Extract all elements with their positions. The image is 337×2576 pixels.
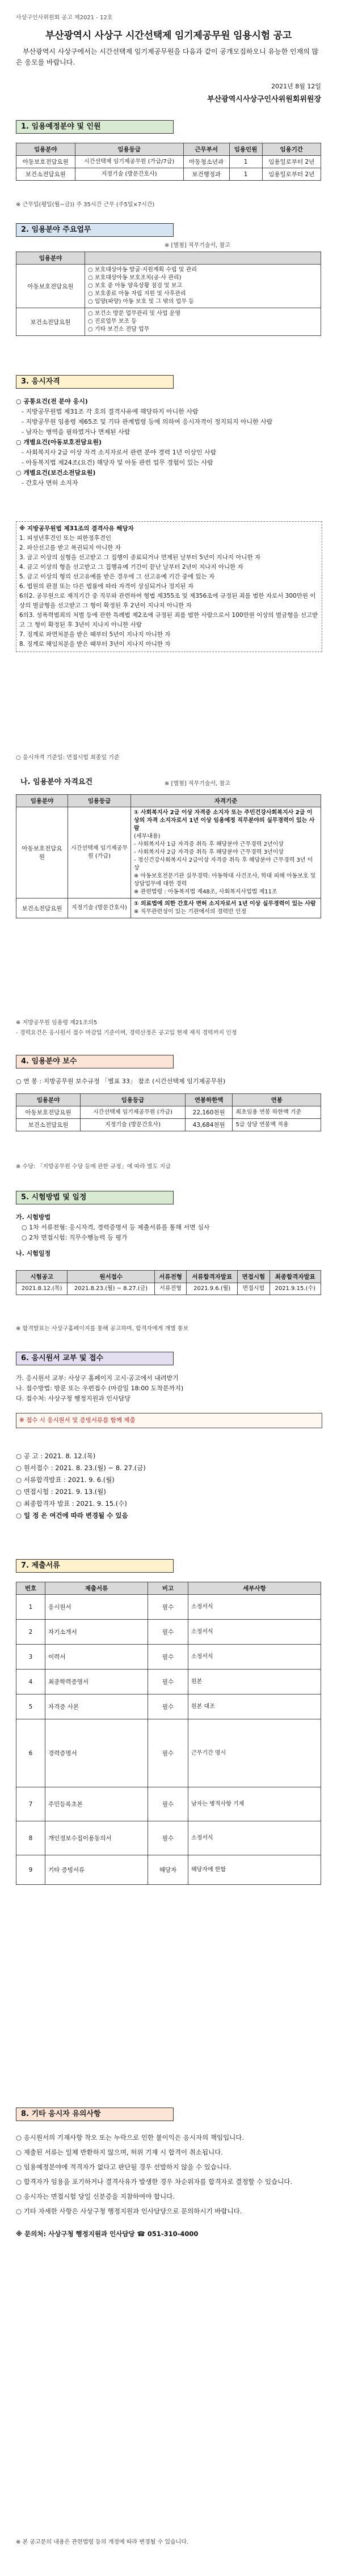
- table-cell: 보건소전담요원: [16, 308, 85, 336]
- table-cell: 소정서식: [188, 1620, 321, 1645]
- table-cell: [85, 308, 321, 336]
- application-line: 다. 접수처: 사상구청 행정지원과 인사담당: [16, 1395, 130, 1402]
- table-cell: 시간선택제 임기제공무원 (가급): [68, 807, 131, 899]
- table-cell: 필수: [148, 1645, 188, 1670]
- exam-method-line: ○ 2차 면접시험: 직무수행능력 등 평가: [22, 1234, 128, 1241]
- table-row: [16, 1119, 321, 1131]
- table-cell: 남자는 병적사항 기재: [188, 1787, 321, 1821]
- key-dates: [16, 1450, 321, 1522]
- table-row: [16, 1855, 321, 1885]
- table-row: [16, 807, 321, 899]
- eligibility-line: ○ 개별요건(아동보호전담요원): [16, 438, 102, 446]
- qualifications-table: [16, 794, 321, 918]
- eligibility-note: ○ 응시자격 기준일: 면접시험 최종일 기준: [16, 755, 120, 761]
- table-cell: 필수: [148, 1620, 188, 1645]
- pay-intro: ○ 연 봉 : 지방공무원 보수규정 「별표 33」 참조 (시간선택제 임기제공무원): [16, 1078, 226, 1085]
- eligibility-common: [16, 397, 321, 488]
- table-row: [16, 1719, 321, 1787]
- table-header: [85, 252, 321, 265]
- table-row: [16, 1821, 321, 1855]
- table-cell: 필수: [148, 1670, 188, 1694]
- section-1-note: ※ 근무일(평일(월~금)) 주 35시간 근무 (주5일×7시간): [16, 202, 155, 208]
- table-cell: 시간선택제 임기제공무원 (가급/7급): [75, 156, 183, 168]
- application-notice: ※ 접수 시 응시원서 및 증빙서류를 함께 제출: [19, 1417, 136, 1424]
- table-header: 면접시험: [238, 1271, 269, 1283]
- qualifications-note-1: ※ 지방공무원 임용령 제21조의5: [16, 1020, 98, 1026]
- footer-note: ※ 본 공고문의 내용은 관련법령 등의 개정에 따라 변경될 수 있습니다.: [16, 2539, 189, 2545]
- table-cell: 7: [16, 1787, 45, 1821]
- table-cell: 면접시험: [238, 1283, 269, 1295]
- table-cell: 지정기술 (방문간호사): [68, 899, 131, 918]
- table-cell: 필수: [148, 1719, 188, 1787]
- table-header: 임용인원: [229, 143, 262, 156]
- table-cell: 보건행정과: [183, 168, 229, 181]
- contact-info: ※ 문의처: 사상구청 행정지원과 인사담당 ☎ 051-310-4000: [16, 2230, 199, 2238]
- doc-number: 사상구인사위원회 공고 제2021 - 12호: [16, 15, 113, 21]
- table-cell: 원본 대조: [188, 1694, 321, 1719]
- table-cell: 아동보호전담요원: [16, 807, 68, 899]
- qualification-line: ① 의료법에 의한 간호사 면허 소지자로서 1년 이상 실무경력이 있는 사람: [134, 901, 316, 907]
- table-cell: 2021.8.23.(월) ~ 8.27.(금): [68, 1283, 154, 1295]
- page-title: 부산광역시 사상구 시간선택제 임기제공무원 임용시험 공고: [45, 30, 292, 41]
- table-cell: 필수: [148, 1787, 188, 1821]
- duty-line: ○ 보호대상아동 발굴·지원계획 수립 및 관리: [88, 267, 197, 273]
- disqualification-item: 6의2. 공무원으로 재직기간 중 직무와 관련하여 형법 제355조 및 제356조에 규정된 죄를 범한 자로서 300만원 이상의 벌금형을 선고받고 그 형이 확정된 후 2년이 지나지 아니한 자: [19, 593, 316, 609]
- section-heading-8: 8. 기타 응시자 유의사항: [16, 2107, 174, 2121]
- table-row: [16, 1694, 321, 1719]
- disqualification-item: 5. 금고 이상의 형의 선고유예를 받은 경우에 그 선고유예 기간 중에 있는 자: [19, 573, 215, 580]
- qualification-line: - 사회복지사 1급 자격증 취득 후 해당분야 근무경력 2년이상: [134, 841, 284, 848]
- table-cell: 근무기간 명시: [188, 1719, 321, 1787]
- table-row: [16, 265, 321, 308]
- exam-schedule-heading: 나. 시험일정: [16, 1250, 51, 1257]
- eligibility-line: - 지방공무원법 제31조 각 호의 결격사유에 해당하지 아니한 사람: [22, 408, 199, 415]
- table-header: 근무부서: [183, 143, 229, 156]
- qualification-line: ※ 직무관련성이 있는 기관에서의 경력만 인정: [134, 909, 247, 915]
- table-header: 연봉하한액: [185, 1094, 232, 1106]
- table-cell: 8: [16, 1821, 45, 1855]
- qualification-line: ※ 관련법령 : 아동복지법 제48조, 사회복지사업법 제11조: [134, 889, 277, 895]
- schedule-note: ※ 합격발표는 사상구홈페이지를 통해 공고하며, 합격자에게 개별 통보: [16, 1326, 189, 1332]
- qualifications-note-2: - 경력요건은 응시원서 접수 마감일 기준이며, 경력산정은 공고일 현재 재직 경력까지 인정: [16, 1030, 237, 1036]
- eligibility-line: ○ 공통요건(전 분야 응시): [16, 398, 88, 405]
- table-cell: 필수: [148, 1595, 188, 1620]
- duty-line: ○ 기타 보건소 전담 업무: [88, 326, 150, 333]
- table-cell: 소정서식: [188, 1595, 321, 1620]
- table-header: 임용분야: [16, 252, 85, 265]
- table-cell: 2021.9.6.(월): [187, 1283, 238, 1295]
- intro-text: 부산광역시 사상구에서는 시간선택제 임기제공무원을 다음과 같이 공개모집하오니 유능한 인재의 많은 응모를 바랍니다.: [16, 48, 319, 66]
- duty-line: ○ 입양(파양) 아동 보호 및 그 밖의 업무 등: [88, 299, 194, 305]
- table-header: 비고: [148, 1582, 188, 1595]
- table-cell: 응시원서: [45, 1595, 148, 1620]
- disqualification-item: 4. 금고 이상의 형을 선고받고 그 집행유예 기간이 끝난 날부터 2년이 지나지 아니한 자: [19, 564, 243, 570]
- disqualification-box: [16, 521, 322, 652]
- table-cell: 43,684천원: [185, 1119, 232, 1131]
- table-cell: 아동보호전담요원: [16, 1106, 81, 1119]
- table-header: 임용등급: [81, 1094, 186, 1106]
- disqualification-item: 7. 징계로 파면처분을 받은 때부터 5년이 지나지 아니한 자: [19, 631, 171, 638]
- eligibility-line: ○ 개별요건(보건소전담요원): [16, 469, 96, 476]
- table-header: 연봉: [233, 1094, 321, 1106]
- section-heading-2: 2. 임용분야 주요업무: [16, 223, 174, 237]
- table-header: 임용등급: [75, 143, 183, 156]
- disqualification-heading: ※ 지방공무원법 제31조의 결격사유 해당자: [19, 525, 134, 532]
- duty-line: ○ 진료업무 보조 등: [88, 318, 137, 325]
- table-cell: 지정기술 (방문간호사): [81, 1119, 186, 1131]
- table-row: [16, 1620, 321, 1645]
- table-cell: 1: [229, 168, 262, 181]
- table-cell: 시간선택제 임기제공무원 (가급): [81, 1106, 186, 1119]
- positions-table: [16, 143, 321, 181]
- table-cell: 최종학력증명서: [45, 1670, 148, 1694]
- table-cell: 서류전형: [154, 1283, 186, 1295]
- pay-note: ※ 수당: 「지방공무원 수당 등에 관한 규정」에 따라 별도 지급: [16, 1164, 171, 1170]
- table-header: 원서접수: [68, 1271, 154, 1283]
- disqualification-item: 8. 징계로 해임처분을 받은 때부터 3년이 지나지 아니한 자: [19, 641, 171, 648]
- section-heading-6: 6. 응시원서 교부 및 접수: [16, 1352, 174, 1365]
- table-cell: 자기소개서: [45, 1620, 148, 1645]
- table-row: [16, 899, 321, 918]
- table-header: 시험공고: [16, 1271, 68, 1283]
- table-cell: 자격증 사본: [45, 1694, 148, 1719]
- table-header: 임용분야: [16, 1094, 81, 1106]
- duty-line: ○ 보호종료 아동 자립 지원 및 사후관리: [88, 291, 186, 297]
- table-cell: 아동청소년과: [183, 156, 229, 168]
- table-cell: 1: [16, 1595, 45, 1620]
- table-header: 자격기준: [131, 795, 321, 807]
- table-header: 서류전형: [154, 1271, 186, 1283]
- eligibility-line: - 남자는 병역을 필하였거나 면제된 사람: [22, 428, 130, 436]
- table-cell: 2021.9.15.(수): [269, 1283, 321, 1295]
- table-cell: 소정서식: [188, 1821, 321, 1855]
- table-row: [16, 1645, 321, 1670]
- table-cell: 해당자: [148, 1855, 188, 1885]
- table-row: [16, 1670, 321, 1694]
- table-cell: 보건소전담요원: [16, 1119, 81, 1131]
- duty-line: ○ 보호대상아동 보호조치(공·사 관리): [88, 275, 182, 281]
- application-line: 가. 응시원서 교부: 사상구 홈페이지 고시·공고에서 내려받기: [16, 1374, 179, 1382]
- table-header: 최종합격자발표: [269, 1271, 321, 1283]
- applicant-notes: [16, 2130, 321, 2241]
- applicant-note-line: ○ 응시자는 면접시험 당일 신분증을 지참하여야 합니다.: [16, 2192, 175, 2200]
- qualification-line: ※ 아동보호전문기관 실무경력: 아동학대 사건조사, 학대 피해 아동보호 및 상담업무에 대한 경력: [134, 873, 316, 887]
- table-cell: 보건소전담요원: [16, 168, 75, 181]
- applicant-note-line: ○ 기타 자세한 사항은 사상구청 행정지원과 인사담당으로 문의하시기 바랍니다.: [16, 2207, 242, 2215]
- applicant-note-line: ○ 합격자가 임용을 포기하거나 결격사유가 발생한 경우 차순위자를 합격자로 결정할 수 있습니다.: [16, 2178, 293, 2186]
- section-heading-qualifications: 나. 임용분야 자격요건: [16, 776, 172, 789]
- table-cell: 주민등록초본: [45, 1787, 148, 1821]
- schedule-table: [16, 1270, 321, 1295]
- applicant-note-line: ○ 제출된 서류는 일체 반환하지 않으며, 허위 기재 시 합격이 취소됩니다.: [16, 2148, 223, 2156]
- section-heading-1: 1. 임용예정분야 및 인원: [16, 120, 174, 134]
- table-cell: 이력서: [45, 1645, 148, 1670]
- table-header: 임용분야: [16, 795, 68, 807]
- table-cell: 소정서식: [188, 1645, 321, 1670]
- signer: 부산광역시사상구인사위원회위원장: [207, 95, 321, 104]
- table-header: 서류합격자발표: [187, 1271, 238, 1283]
- key-date-line: ○ 면접시험 : 2021. 9. 13.(월): [16, 1488, 106, 1496]
- table-cell: 22,160천원: [185, 1106, 232, 1119]
- table-cell: 6: [16, 1719, 45, 1787]
- duty-line: ○ 보호 중 아동 양육상황 점검 및 보고: [88, 283, 183, 289]
- table-cell: 경력증명서: [45, 1719, 148, 1787]
- application-info: [16, 1373, 321, 1404]
- table-cell: 필수: [148, 1821, 188, 1855]
- table-cell: [131, 807, 321, 899]
- key-date-line: ○ 서류합격발표 : 2021. 9. 6.(월): [16, 1476, 115, 1484]
- applicant-note-line: ○ 임용예정분야에 적격자가 없다고 판단될 경우 선발하지 않을 수 있습니다.: [16, 2163, 231, 2171]
- table-cell: 4: [16, 1670, 45, 1694]
- eligibility-line: - 아동복지법 제24조(요건) 해당자 및 아동 관련 업무 경험이 있는 사람: [22, 459, 213, 466]
- documents-table: [16, 1582, 321, 1885]
- table-header: 제출서류: [45, 1582, 148, 1595]
- table-cell: 2: [16, 1620, 45, 1645]
- eligibility-line: - 지방공무원 임용령 제65조 및 기타 관계법령 등에 의하여 응시자격이 정지되지 아니한 사람: [22, 418, 273, 425]
- application-line: 나. 접수방법: 방문 또는 우편접수 (마감일 18:00 도착분까지): [16, 1385, 184, 1392]
- table-row: [16, 252, 321, 265]
- table-cell: 기타 증빙서류: [45, 1855, 148, 1885]
- qualification-line: ① 사회복지사 2급 이상 자격증 소지자 또는 주민건강사회복지사 2급 이상의 자격 소지자로서 1년 이상 임용예정 직무분야의 실무경력이 있는 사람: [134, 810, 315, 832]
- table-row: [16, 1595, 321, 1620]
- table-cell: 아동보호전담요원: [16, 265, 85, 308]
- table-row: [16, 168, 321, 181]
- table-header: 번호: [16, 1582, 45, 1595]
- pay-table: [16, 1093, 321, 1131]
- disqualification-item: 1. 피성년후견인 또는 피한정후견인: [19, 535, 112, 542]
- table-cell: 해당자에 한함: [188, 1855, 321, 1885]
- table-header: 임용분야: [16, 143, 75, 156]
- table-row: [16, 1106, 321, 1119]
- exam-method-line: ○ 1차 서류전형: 응시자격, 경력증명서 등 제출서류를 통해 서면 심사: [22, 1224, 210, 1231]
- table-cell: 개인정보수집이용동의서: [45, 1821, 148, 1855]
- key-date-line: ○ 원서접수 : 2021. 8. 23.(월) ~ 8. 27.(금): [16, 1464, 146, 1472]
- table-cell: 보건소전담요원: [16, 899, 68, 918]
- key-date-line: ○ 최종합격자 발표 : 2021. 9. 15.(수): [16, 1500, 127, 1508]
- table-header: 임용등급: [68, 795, 131, 807]
- section-heading-3: 3. 응시자격: [16, 375, 174, 389]
- table-row: [16, 1283, 321, 1295]
- eligibility-line: - 사회복지사 2급 이상 자격 소지자로서 관련 분야 경력 1년 이상인 사람: [22, 449, 217, 456]
- table-cell: 필수: [148, 1694, 188, 1719]
- table-cell: 임용일로부터 2년: [262, 156, 321, 168]
- section-heading-4: 4. 임용분야 보수: [16, 1055, 174, 1068]
- table-row: [16, 1787, 321, 1821]
- disqualification-item: 6의3. 성폭력범죄의 처벌 등에 관한 특례법 제2조에 규정된 죄를 범한 사람으로서 100만원 이상의 벌금형을 선고받고 그 형이 확정된 후 3년이 지나지 아니한 사람: [19, 612, 318, 628]
- table-cell: 3: [16, 1645, 45, 1670]
- table-header: 임용기간: [262, 143, 321, 156]
- exam-method: [16, 1212, 321, 1259]
- table-cell: 최초임용 연봉 하한액 기준: [233, 1106, 321, 1119]
- table-cell: 9: [16, 1855, 45, 1885]
- table-cell: 아동보호전담요원: [16, 156, 75, 168]
- section-heading-7: 7. 제출서류: [16, 1559, 174, 1573]
- notice-date: 2021년 8월 12일: [271, 83, 321, 90]
- table-cell: 원본: [188, 1670, 321, 1694]
- table-cell: [131, 899, 321, 918]
- table-cell: 임용일로부터 2년: [262, 168, 321, 181]
- table-cell: 1: [229, 156, 262, 168]
- applicant-note-line: ○ 응시원서의 기재사항 착오 또는 누락으로 인한 불이익은 응시자의 책임입니다.: [16, 2134, 245, 2141]
- duty-line: ○ 보건소 방문 업무관리 및 사업 운영: [88, 310, 181, 317]
- table-header: 세부사항: [188, 1582, 321, 1595]
- qualifications-ref: ※ [별첨] 직무기술서, 참고: [165, 781, 230, 787]
- qualification-line: - 사회복지사 2급 자격증 취득 후 해당분야 근무경력 3년이상: [134, 849, 284, 855]
- table-row: [16, 156, 321, 168]
- section-heading-5: 5. 시험방법 및 일정: [16, 1191, 174, 1204]
- duties-table: [16, 252, 321, 336]
- eligibility-line: - 간호사 면허 소지자: [22, 479, 78, 487]
- section-2-ref: ※ [별첨] 직무기술서, 참고: [165, 242, 230, 249]
- application-notice-box: [16, 1413, 322, 1428]
- disqualification-item: 2. 파산선고를 받고 복권되지 아니한 자: [19, 544, 121, 551]
- table-cell: 5: [16, 1694, 45, 1719]
- table-cell: 2021.8.12.(목): [16, 1283, 68, 1295]
- table-cell: 5급 상당 연봉액 적용: [233, 1119, 321, 1131]
- key-date-line: ○ 공 고 : 2021. 8. 12.(목): [16, 1452, 96, 1460]
- disqualification-item: 3. 금고 이상의 실형을 선고받고 그 집행이 종료되거나 면제된 날부터 5년이 지나지 아니한 자: [19, 554, 261, 561]
- table-cell: [85, 265, 321, 308]
- key-date-line: ○ 일 정 은 여건에 따라 변경될 수 있음: [16, 1511, 128, 1519]
- table-cell: 지정기술 (방문간호사): [75, 168, 183, 181]
- qualification-line: - 정신건강사회복지사 2급이상 자격증 취득 후 해당분야 근무경력 3년 이상: [134, 857, 313, 871]
- qualification-line: (세부내용): [134, 833, 161, 840]
- disqualification-item: 6. 법원의 판결 또는 다른 법률에 따라 자격이 상실되거나 정지된 자: [19, 583, 194, 590]
- table-row: [16, 308, 321, 336]
- exam-method-heading: 가. 시험방법: [16, 1214, 51, 1221]
